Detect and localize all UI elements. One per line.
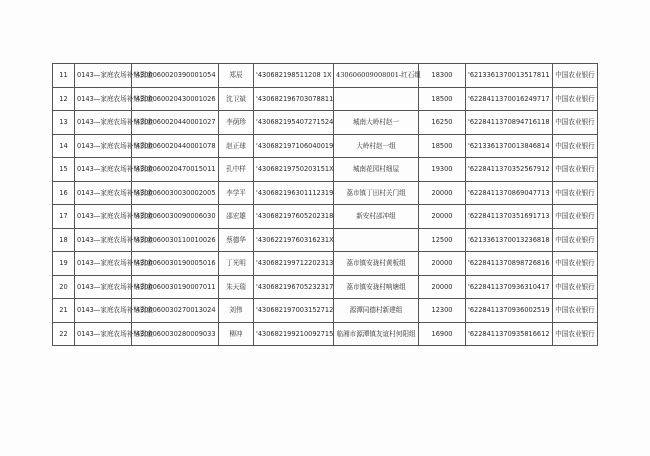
bank-card-number-cell: '6213361370013846814	[466, 134, 553, 158]
bank-name-cell: 中国农业银行	[553, 111, 598, 135]
address-cell: 城南大岭村赵一	[334, 111, 419, 135]
project-name-cell: 0143—家庭农场补贴资金	[75, 322, 132, 346]
account-code-cell: '4306060030190005016	[132, 252, 219, 276]
bank-card-number-cell: '6228411370936310417	[466, 275, 553, 299]
table-row	[53, 64, 598, 88]
project-name-cell: 0143—家庭农场补贴资金	[75, 252, 132, 276]
account-code-cell: '4306060030090006030	[132, 205, 219, 229]
row-number-cell: 16	[53, 181, 75, 205]
bank-name-cell: 中国农业银行	[553, 275, 598, 299]
project-name-cell: 0143—家庭农场补贴资金	[75, 111, 132, 135]
subsidy-table	[52, 63, 598, 346]
recipient-name-cell: 沈卫斌	[219, 87, 254, 111]
table-row	[53, 228, 598, 252]
account-code-cell: '4306060020470015011	[132, 158, 219, 182]
bank-name-cell: 中国农业银行	[553, 205, 598, 229]
table-row	[53, 322, 598, 346]
address-cell: 荔市镇安珑村响塘组	[334, 275, 419, 299]
table-row	[53, 111, 598, 135]
subsidy-amount-cell: 18300	[419, 64, 466, 88]
table-row	[53, 205, 598, 229]
row-number-cell: 20	[53, 275, 75, 299]
project-name-cell: 0143—家庭农场补贴资金	[75, 87, 132, 111]
bank-card-number-cell: '6213361370013517811	[466, 64, 553, 88]
id-number-cell: '430682199210092715	[254, 322, 334, 346]
table-row	[53, 299, 598, 323]
subsidy-amount-cell: 16250	[419, 111, 466, 135]
subsidy-amount-cell: 19300	[419, 158, 466, 182]
id-number-cell: '430682197106040019	[254, 134, 334, 158]
recipient-name-cell: 丁光明	[219, 252, 254, 276]
bank-card-number-cell: '6213361370013236818	[466, 228, 553, 252]
table-row	[53, 87, 598, 111]
row-number-cell: 14	[53, 134, 75, 158]
table-row	[53, 275, 598, 299]
project-name-cell: 0143—家庭农场补贴资金	[75, 228, 132, 252]
recipient-name-cell: 郑辰	[219, 64, 254, 88]
account-code-cell: '4306060020440001027	[132, 111, 219, 135]
row-number-cell: 15	[53, 158, 75, 182]
subsidy-amount-cell: 12300	[419, 299, 466, 323]
table-row	[53, 134, 598, 158]
bank-card-number-cell: '6228411370935816612	[466, 322, 553, 346]
project-name-cell: 0143—家庭农场补贴资金	[75, 134, 132, 158]
bank-name-cell: 中国农业银行	[553, 252, 598, 276]
recipient-name-cell: 朱天瑞	[219, 275, 254, 299]
recipient-name-cell: 李学平	[219, 181, 254, 205]
id-number-cell: '430682197003152712	[254, 299, 334, 323]
project-name-cell: 0143—家庭农场补贴资金	[75, 158, 132, 182]
table-row	[53, 181, 598, 205]
id-number-cell: '430682197605202318	[254, 205, 334, 229]
subsidy-amount-cell: 20000	[419, 275, 466, 299]
table-row	[53, 158, 598, 182]
account-code-cell: '4306060030270013024	[132, 299, 219, 323]
id-number-cell: '430682196301112319	[254, 181, 334, 205]
row-number-cell: 11	[53, 64, 75, 88]
account-code-cell: '4306060020390001054	[132, 64, 219, 88]
project-name-cell: 0143—家庭农场补贴资金	[75, 205, 132, 229]
recipient-name-cell: 柳冲	[219, 322, 254, 346]
project-name-cell: 0143—家庭农场补贴资金	[75, 64, 132, 88]
subsidy-amount-cell: 18500	[419, 87, 466, 111]
address-cell: 大岭村赵一组	[334, 134, 419, 158]
account-code-cell: '4306060030280009033	[132, 322, 219, 346]
subsidy-amount-cell: 12500	[419, 228, 466, 252]
address-cell: 城南花园村细屋	[334, 158, 419, 182]
row-number-cell: 19	[53, 252, 75, 276]
id-number-cell: '43068219750203151X	[254, 158, 334, 182]
id-number-cell: '430682196705232317	[254, 275, 334, 299]
bank-card-number-cell: '6228411370936002519	[466, 299, 553, 323]
table-row	[53, 252, 598, 276]
bank-name-cell: 中国农业银行	[553, 64, 598, 88]
id-number-cell: '430682196703078811	[254, 87, 334, 111]
bank-name-cell: 中国农业银行	[553, 87, 598, 111]
row-number-cell: 21	[53, 299, 75, 323]
address-cell: 临湘市源潭镇友谊村何阳组	[334, 322, 419, 346]
address-cell: 新安村邵冲组	[334, 205, 419, 229]
recipient-name-cell: 李荫珍	[219, 111, 254, 135]
id-number-cell: '430682198511208 1X	[254, 64, 334, 88]
recipient-name-cell: 邵宏雄	[219, 205, 254, 229]
address-cell	[334, 87, 419, 111]
recipient-name-cell: 孔中样	[219, 158, 254, 182]
bank-card-number-cell: '6228411370351691713	[466, 205, 553, 229]
bank-card-number-cell: '6228411370016249717	[466, 87, 553, 111]
bank-card-number-cell: '6228411370894716118	[466, 111, 553, 135]
subsidy-amount-cell: 16900	[419, 322, 466, 346]
account-code-cell: '4306060030110010026	[132, 228, 219, 252]
address-cell: 源潭同德村新建组	[334, 299, 419, 323]
table-body	[53, 64, 598, 346]
bank-card-number-cell: '6228411370869047713	[466, 181, 553, 205]
bank-card-number-cell: '6228411370898726816	[466, 252, 553, 276]
id-number-cell: '43062219760316231X	[254, 228, 334, 252]
address-cell	[334, 228, 419, 252]
bank-card-number-cell: '6228411370352567912	[466, 158, 553, 182]
account-code-cell: '4306060030190007011	[132, 275, 219, 299]
address-cell: 430606009008001-红石组	[334, 64, 419, 88]
bank-name-cell: 中国农业银行	[553, 158, 598, 182]
account-code-cell: '4306060020430001026	[132, 87, 219, 111]
project-name-cell: 0143—家庭农场补贴资金	[75, 181, 132, 205]
bank-name-cell: 中国农业银行	[553, 299, 598, 323]
recipient-name-cell: 赵正球	[219, 134, 254, 158]
bank-name-cell: 中国农业银行	[553, 181, 598, 205]
row-number-cell: 22	[53, 322, 75, 346]
account-code-cell: '4306060030030002005	[132, 181, 219, 205]
bank-name-cell: 中国农业银行	[553, 134, 598, 158]
address-cell: 荔市镇丁田村关门组	[334, 181, 419, 205]
row-number-cell: 17	[53, 205, 75, 229]
bank-name-cell: 中国农业银行	[553, 322, 598, 346]
id-number-cell: '430682199712202313	[254, 252, 334, 276]
bank-name-cell: 中国农业银行	[553, 228, 598, 252]
address-cell: 荔市镇安珑村黄板组	[334, 252, 419, 276]
subsidy-amount-cell: 20000	[419, 252, 466, 276]
project-name-cell: 0143—家庭农场补贴资金	[75, 299, 132, 323]
subsidy-amount-cell: 18500	[419, 134, 466, 158]
subsidy-amount-cell: 20000	[419, 181, 466, 205]
account-code-cell: '4306060020440001078	[132, 134, 219, 158]
id-number-cell: '430682195407271524	[254, 111, 334, 135]
subsidy-amount-cell: 20000	[419, 205, 466, 229]
row-number-cell: 13	[53, 111, 75, 135]
recipient-name-cell: 蔡德华	[219, 228, 254, 252]
project-name-cell: 0143—家庭农场补贴资金	[75, 275, 132, 299]
row-number-cell: 18	[53, 228, 75, 252]
row-number-cell: 12	[53, 87, 75, 111]
recipient-name-cell: 刘伟	[219, 299, 254, 323]
